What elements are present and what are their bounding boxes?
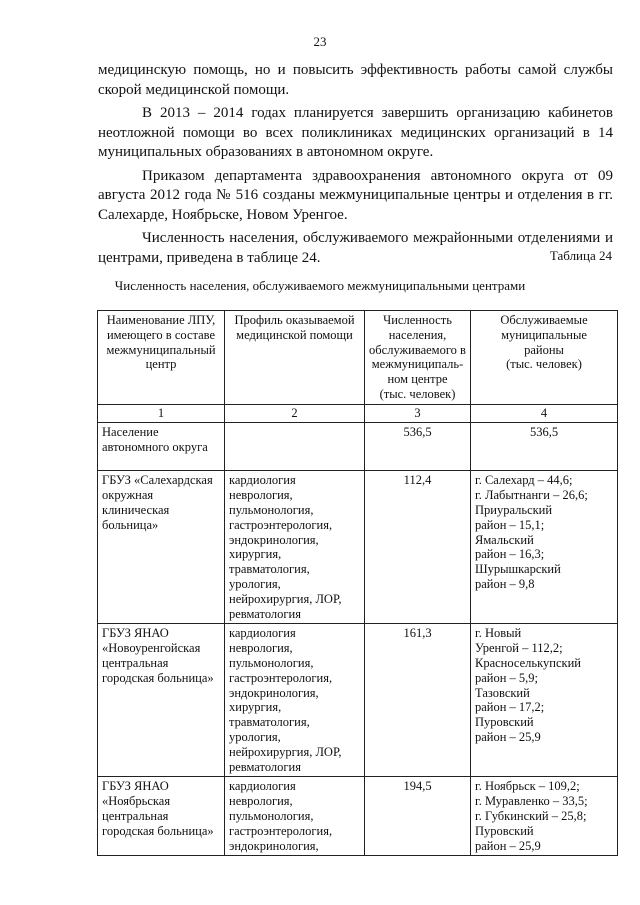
org-name-cell	[98, 471, 225, 624]
cell-line: больница»	[102, 517, 159, 532]
cell-line: хирургия,	[229, 700, 282, 715]
cell-line: Пуровский	[475, 823, 534, 838]
cell-line: район – 9,8	[475, 576, 535, 591]
cell-line: район – 25,9	[475, 729, 541, 744]
cell-line: окружная	[102, 488, 154, 503]
cell-line: район – 15,1;	[475, 517, 545, 532]
org-name-cell	[98, 777, 225, 856]
cell-line: г. Ноябрьск – 109,2;	[475, 779, 580, 794]
districts-cell	[471, 422, 618, 471]
cell-line: эндокринология,	[229, 532, 319, 547]
profile-cell	[225, 471, 365, 624]
header-cell	[98, 311, 225, 405]
cell-line: хирургия,	[229, 547, 282, 562]
cell-line: пульмонология,	[229, 655, 314, 670]
population-cell: 536,5	[365, 422, 471, 471]
cell-line: клиническая	[102, 502, 170, 517]
table-label: Таблица 24	[549, 248, 612, 263]
cell-line: межмуниципальный	[106, 342, 216, 357]
cell-line: «Ноябрьская	[102, 794, 171, 809]
cell-line: Приуральский	[475, 502, 553, 517]
cell-line: районы	[524, 342, 564, 357]
cell-line: обслуживаемого в	[369, 342, 466, 357]
cell-line: кардиология	[229, 779, 296, 794]
cell-line: г. Лабытнанги – 26,6;	[475, 488, 588, 503]
cell-line: неврология,	[229, 488, 293, 503]
population-cell: 161,3	[365, 624, 471, 777]
paragraph-1-block	[98, 61, 613, 268]
cell-line: центр	[145, 357, 177, 372]
cell-line: г. Салехард – 44,6;	[475, 473, 573, 488]
cell-line: ном центре	[387, 372, 448, 387]
cell-line: неврология,	[229, 641, 293, 656]
paragraph-1: медицинскую помощь, но и повысить эффективность работы самой службы скорой медицинской помощи.	[98, 62, 613, 98]
column-number: 2	[225, 404, 365, 422]
cell-line: (тыс. человек)	[506, 357, 582, 372]
cell-line: городская больница»	[102, 823, 214, 838]
cell-line: Обслуживаемые	[500, 313, 588, 327]
table-row	[98, 777, 618, 856]
cell-line: эндокринология,	[229, 838, 319, 853]
table-row	[98, 624, 618, 777]
cell-line: Профиль оказываемой	[234, 313, 355, 327]
cell-line: ревматология	[229, 759, 301, 774]
cell-line: ГБУЗ «Салехардская	[102, 473, 213, 488]
table-row	[98, 422, 618, 471]
cell-line: 536,5	[529, 424, 559, 439]
cell-line: центральная	[102, 808, 169, 823]
cell-line: Тазовский	[475, 685, 530, 700]
cell-line: центральная	[102, 655, 169, 670]
cell-line: (тыс. человек)	[379, 386, 456, 401]
profile-cell	[225, 422, 365, 471]
header-cell	[225, 311, 365, 405]
population-cell: 112,4	[365, 471, 471, 624]
districts-cell	[471, 471, 618, 624]
cell-line: ГБУЗ ЯНАО	[102, 779, 169, 794]
header-cell	[471, 311, 618, 405]
cell-line: кардиология	[229, 473, 296, 488]
cell-line: ревматология	[229, 606, 301, 621]
cell-line: г. Муравленко – 33,5;	[475, 794, 588, 809]
cell-line: травматология,	[229, 715, 310, 730]
cell-line: ГБУЗ ЯНАО	[102, 626, 169, 641]
cell-line: район – 17,2;	[475, 700, 545, 715]
cell-line: г. Новый	[475, 626, 522, 641]
cell-line: «Новоуренгойская	[102, 641, 201, 656]
cell-line: Шурышкарский	[475, 562, 561, 577]
column-number: 4	[471, 404, 618, 422]
profile-cell	[225, 624, 365, 777]
paragraph-2: В 2013 – 2014 годах планируется завершить организацию кабинетов неотложной помощи во всех поликлиниках медицинских организаций в 14 муниципальных образованиях в автономном округе.	[98, 105, 613, 160]
cell-line: Ямальский	[475, 532, 534, 547]
cell-line: неврология,	[229, 794, 293, 809]
org-name-cell	[98, 624, 225, 777]
cell-line: Уренгой – 112,2;	[475, 641, 563, 656]
districts-cell	[471, 777, 618, 856]
cell-line: урология,	[229, 576, 281, 591]
cell-line: межмуниципаль-	[371, 357, 464, 372]
cell-line: травматология,	[229, 562, 310, 577]
cell-line: гастроэнтерология,	[229, 517, 333, 532]
header-cell	[365, 311, 471, 405]
cell-line: район – 25,9	[475, 838, 541, 853]
profile-cell	[225, 777, 365, 856]
population-table	[97, 310, 618, 856]
cell-line: Численность	[383, 313, 452, 327]
table-caption: Численность населения, обслуживаемого межмуниципальными центрами	[114, 278, 526, 293]
table-header-row	[98, 311, 618, 405]
cell-line: Наименование ЛПУ,	[106, 313, 216, 327]
cell-line: нейрохирургия, ЛОР,	[229, 591, 342, 606]
cell-line: район – 5,9;	[475, 670, 539, 685]
cell-line: пульмонология,	[229, 502, 314, 517]
org-name-cell	[98, 422, 225, 471]
cell-line: г. Губкинский – 25,8;	[475, 808, 587, 823]
column-number: 1	[98, 404, 225, 422]
districts-cell	[471, 624, 618, 777]
cell-line: эндокринология,	[229, 685, 319, 700]
cell-line: муниципальные	[501, 327, 587, 342]
cell-line: пульмонология,	[229, 808, 314, 823]
cell-line: кардиология	[229, 626, 296, 641]
cell-line: автономного округа	[102, 439, 208, 454]
cell-line: район – 16,3;	[475, 547, 545, 562]
cell-line: Пуровский	[475, 715, 534, 730]
cell-line: гастроэнтерология,	[229, 670, 333, 685]
cell-line: нейрохирургия, ЛОР,	[229, 744, 342, 759]
paragraph-3: Приказом департамента здравоохранения автономного округа от 09 августа 2012 года № 516 созданы межмуниципальные центры и отделения в гг. Салехарде, Ноябрьске, Новом Уренгое.	[98, 167, 613, 223]
cell-line: Красноселькупский	[475, 655, 581, 670]
cell-line: гастроэнтерология,	[229, 823, 333, 838]
cell-line: Население	[102, 424, 159, 439]
table-row	[98, 471, 618, 624]
cell-line: городская больница»	[102, 670, 214, 685]
column-number-row	[98, 404, 618, 422]
cell-line: медицинской помощи	[236, 327, 353, 342]
cell-line: урология,	[229, 729, 281, 744]
column-number: 3	[365, 404, 471, 422]
cell-line: имеющего в составе	[106, 327, 216, 342]
population-cell: 194,5	[365, 777, 471, 856]
page-number: 23	[313, 34, 327, 49]
paragraph-4: Численность населения, обслуживаемого межрайонными отделениями и центрами, приведена в таблице 24.	[98, 230, 613, 266]
cell-line: населения,	[388, 327, 447, 342]
